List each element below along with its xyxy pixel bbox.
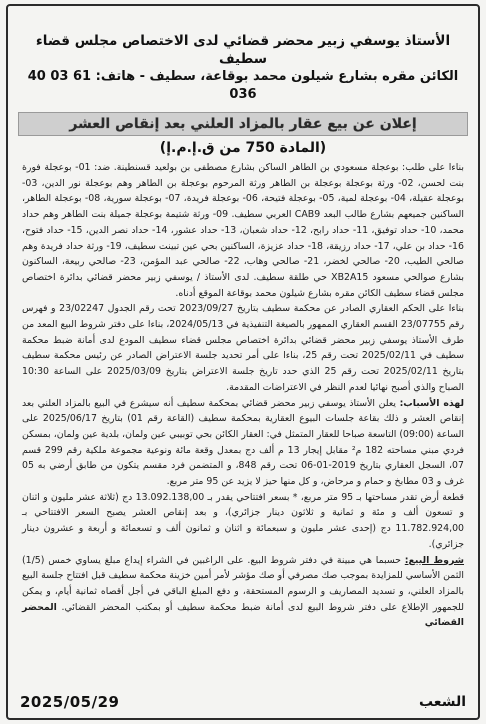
bailiff-name-line: الأستاذ يوسفي زبير محضر قضائي لدى الاختصاص مجلس قضاء سطيف xyxy=(35,33,451,67)
paragraph-sale-announcement xyxy=(22,396,464,490)
paragraph-price: قطعة أرض تقدر مساحتها بـ 95 متر مربع، * بسعر افتتاحي يقدر بـ 13.092.138,00 دج (ثلاثة عشر مليون و اثنان و تسعون ألف و مئة و ثمانية و ثلاثون دينار جزائري)، و بعد إنقاص العشر يصبح السعر الافتتاحي بـ 11.782.924,00 دج (إحدى عشر مليون و سبعمائة و اثنان و ثمانون ألف و تسعمائة و أربعة و عشرون دينار جزائري). xyxy=(22,491,464,550)
reasons-lead: لهذه الأسباب: xyxy=(399,397,465,409)
paragraph-conditions xyxy=(22,553,464,632)
notice-header xyxy=(8,6,478,104)
signature: المحضر القضائي xyxy=(22,601,464,629)
legal-article-reference: (المادة 750 من ق.إ.م.إ) xyxy=(159,140,327,156)
notice-footer xyxy=(20,690,466,714)
bailiff-address-line: الكائن مقره بشارع شيلون محمد بوقاعة، سطيف - هاتف: 61 03 40 036 xyxy=(27,69,459,102)
paragraph-legal-basis: بناءا على الحكم العقاري الصادر عن محكمة سطيف بتاريخ 2023/09/27 تحت رقم الجدول 23/02247 و فهرس رقم 23/07755 القسم العقاري الممهور بالصيغة التنفيذية في 2024/05/13، بناءا على دفتر شروط البيع المعد من طرف الأستاذ يوسفي زبير محضر قضائي بدائرة اختصاص مجلس قضاء سطيف المودع لدى أمانة ضبط محكمة سطيف في 2025/02/11 تحت رقم 25، بناءا على أمر تحديد جلسة الاعتراض الصادر عن رئيس محكمة سطيف بتاريخ 2025/02/11 تحت رقم 25 الذي حدد تاريخ جلسة الاعتراض بتاريخ 2025/03/09 على الساعة 10:30 الصباح والذي أصبح نهائيا لعدم النظر في الاعتراضات المقدمة. xyxy=(22,303,465,393)
sale-announcement-text: يعلن الأستاذ يوسفي زبير محضر قضائي بمحكمة سطيف أنه سيشرع في البيع بالمزاد العلني بعد إنقاص العشر و ذلك بقاعة جلسات البيوع العقارية بمحكمة سطيف (القاعة رقم 01) بتاريخ 2025/06/17 على الساعة (09:00) التاسعة صباحا للعقار المتمثل في: العقار الكائن بحي توبيبي عين ولمان، بلدية عين ولمان، بمسكن فردي مبني مساحته 182 م² مقابل إيجار 13 م ألف دج بمعدل وقعة مائة ونوعية مجموعة ملكية رقم 299 قسم 07، السجل العقاري بتاريخ 2019-01-06 تحت رقم 848، و المتضمن فرد مقسم يتكون من طابق أرضي به 05 غرف و 03 مطابخ و حمام و مرحاض، و كل منها حيز لا يزيد عن 95 متر مربع. xyxy=(22,397,464,488)
newspaper-name: الشعب xyxy=(418,694,466,710)
paragraph-parties: بناءا على طلب: بوعجلة مسعودي بن الطاهر الساكن بشارع مصطفى بن بولعيد قسنطينة. ضد: 01- بوعجلة فورة بنت لحسن، 02- ورثة بوعجلة بوعجلة بن الطاهر ورثة المرحوم بوعجلة بن الطاهر وهم بوعجلة نور الدين، 03- بوعجلة عقيلة، 04- بوعجلة لمية، 05- بوعجلة فتيحة، 06- بوعجلة فريدة، 07- بوعجلة سورية، 08- بوعجلة الطاهر، الساكنين جميعهم بشارع طالب البعد CAB9 العربي سطيف. 09- ورثة شتيمة بوعجلة جميلة بنت الطاهر وهم حداد محمد، 10- حداد توفيق، 11- حداد رابح، 12- حداد شعبان، 13- حداد عشور، 14- حداد نصر الدين، 15- حداد فتوح، 16- حداد بن علي، 17- حداد رزيقة، 18- حداد عزيزة، الساكنين بحي عين تبينت سطيف، 19- ورثة حداد فريدة وهم صالحي الطيب، 20- صالحي لخضر، 21- صالحي وهاب، 22- صالحي عبد المؤمن، 23- صالحي ربيعة، الساكنون بشارع صوالحي مسعود XB2A15 حي طلقة سطيف. لدى الأستاذ / يوسفي زبير محضر قضائي بدائرة اختصاص مجلس قضاء سطيف الكائن مقره بشارع شيلون محمد بوقاعة الموقع أدناه. xyxy=(22,162,465,299)
conditions-lead: شروط البيع: xyxy=(404,554,465,566)
conditions-text: حسبما هي مبينة في دفتر شروط البيع. على الراغبين في الشراء إيداع مبلغ يساوي خمس (1/5) الثمن الأساسي للمزايدة بموجب صك مصرفي أو صك مؤشر لأمر أمين خزينة محكمة سطيف قبل افتتاح جلسة البيع بالمزاد العلني، و تسديد المصاريف و الرسوم المستحقة، و دفع المبلغ الباقي في أجل أقصاه ثمانية أيام، و يمكن للجمهور الإطلاع على دفتر شروط البيع لدى أمانة ضبط محكمة سطيف أو بمكتب المحضر القضائي. xyxy=(22,554,464,613)
publication-date: 2025/05/29 xyxy=(20,693,120,711)
notice-title-banner: إعلان عن بيع عقار بالمزاد العلني بعد إنقاص العشر xyxy=(18,112,468,136)
notice-body xyxy=(22,160,464,631)
